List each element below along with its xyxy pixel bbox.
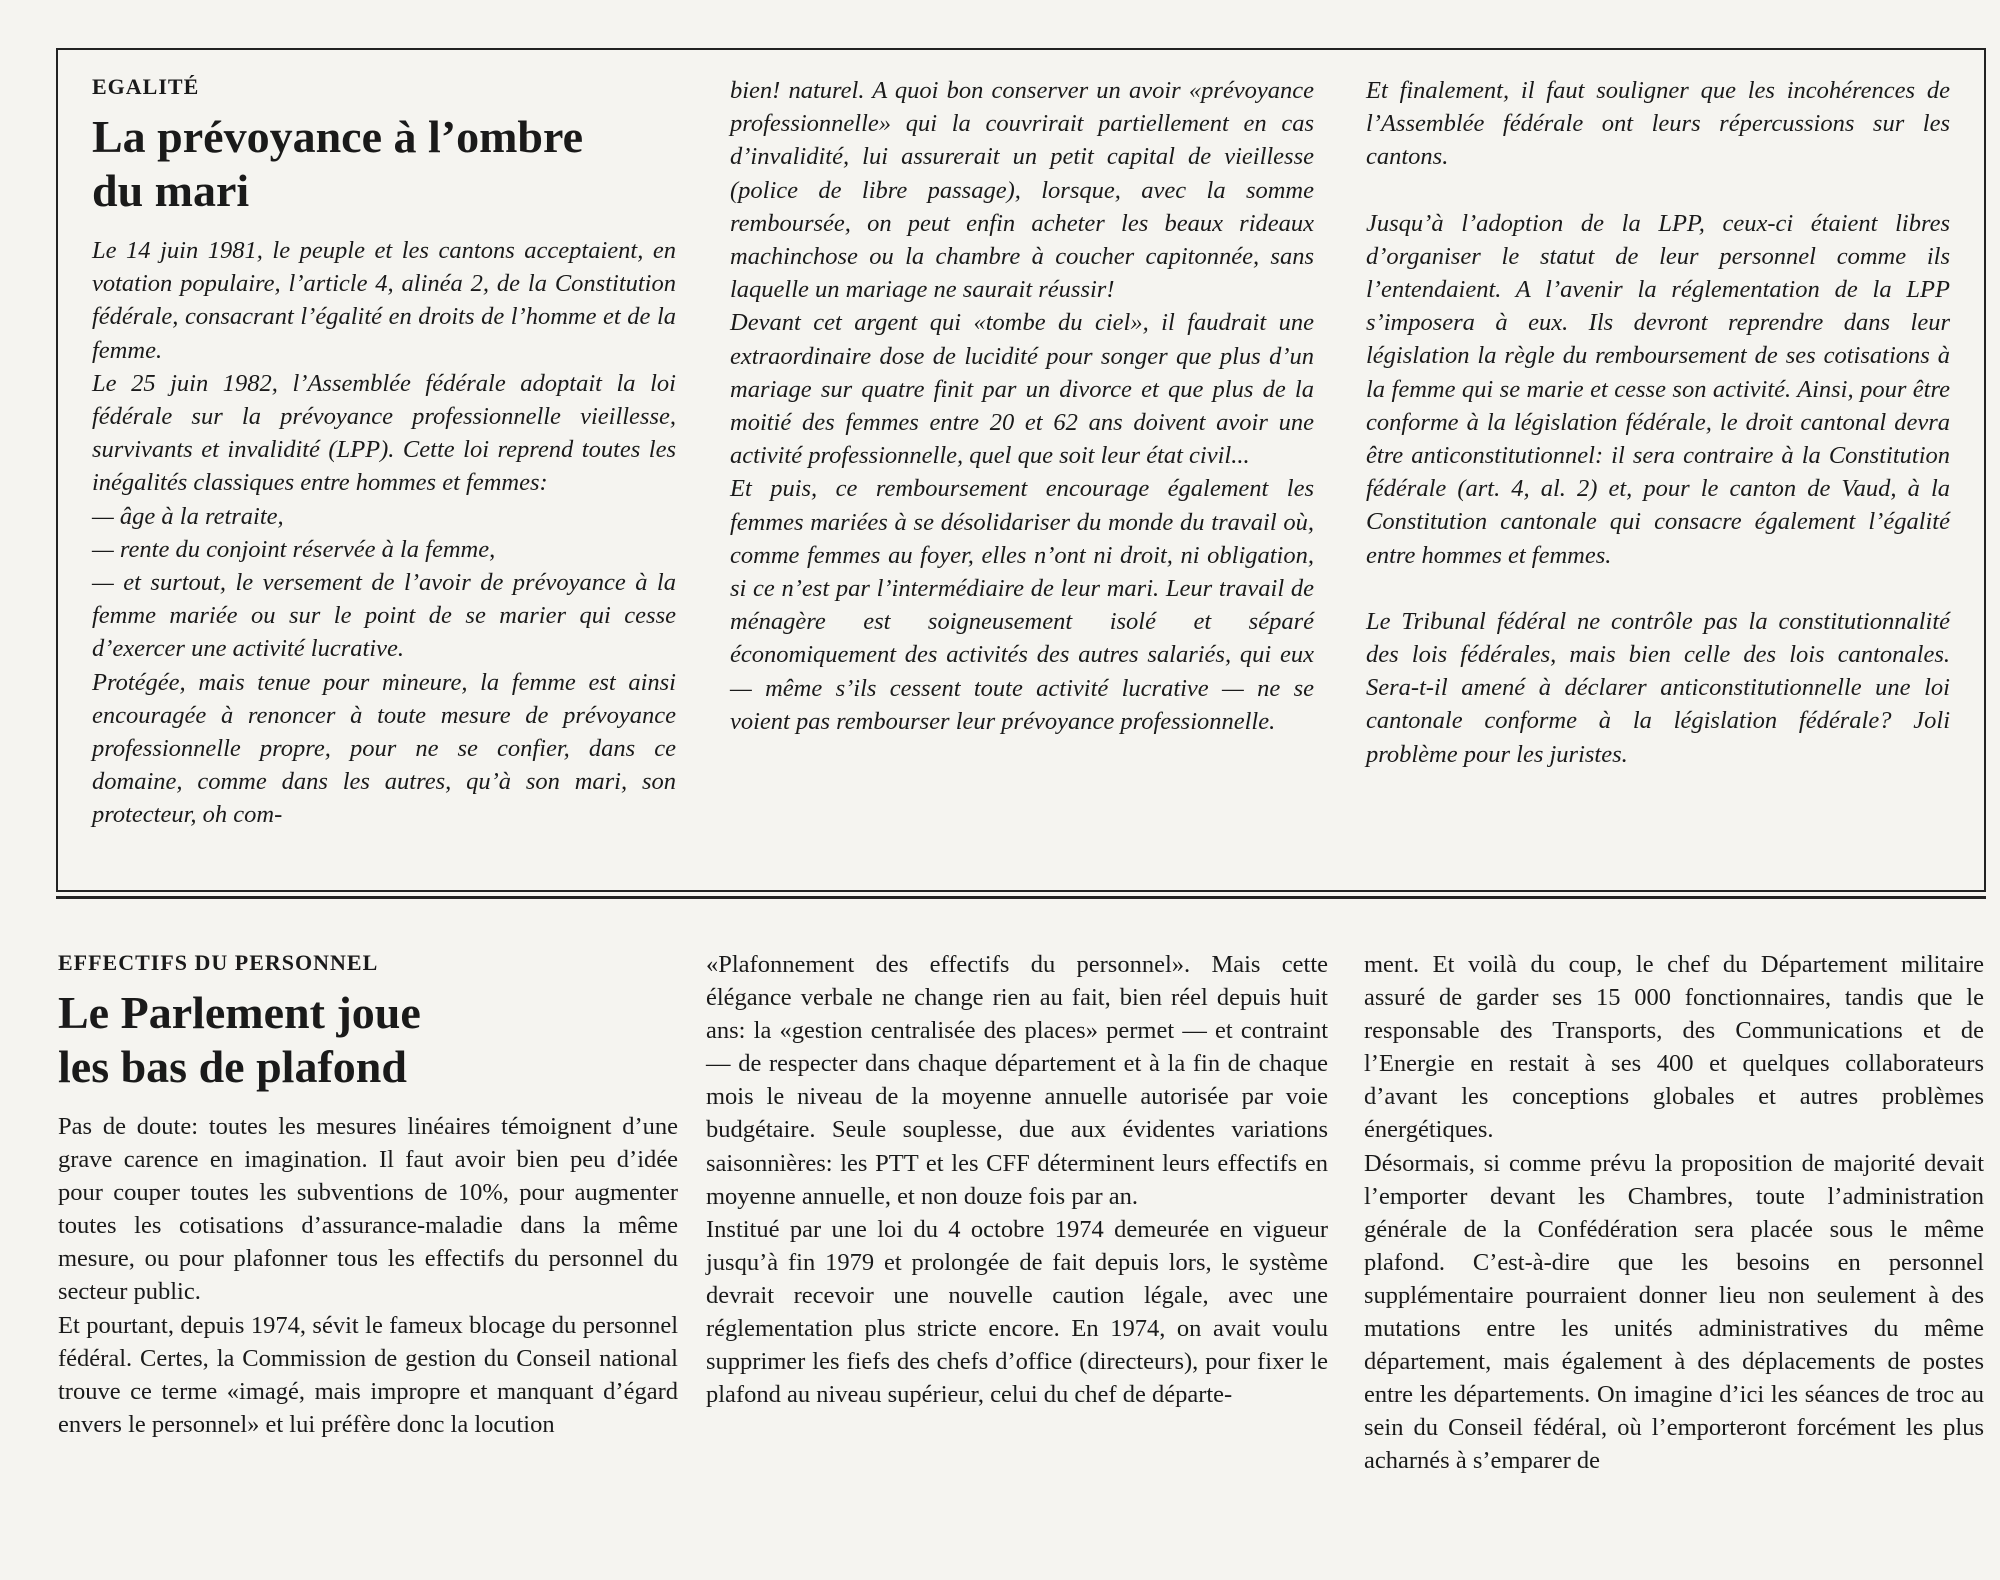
paragraph: Et finalement, il faut souligner que les incohérences de l’Assemblée fédérale ont leurs répercussions sur les cantons. (1366, 77, 1950, 171)
list-item: — rente du conjoint réservée à la femme, (92, 535, 496, 563)
bottom-col1-text (58, 1110, 678, 1441)
list-item: — et surtout, le versement de l’avoir de prévoyance à la femme mariée ou sur le point de se marier qui cesse d’exercer une activité lucrative. (92, 569, 676, 663)
bottom-article-col-2 (706, 948, 1328, 1411)
top-col2-text (730, 74, 1314, 738)
paragraph: «Plafonnement des effectifs du personnel». Mais cette élégance verbale ne change rien au fait, bien réel depuis huit ans: la «gestion centralisée des places» permet — et contraint — de respecter dans chaque département et à la fin de chaque mois le niveau de la moyenne annuelle autorisée par voie budgétaire. Seule souplesse, due aux évidentes variations saisonnières: les PTT et les CFF déterminent leurs effectifs en moyenne annuelle, et non douze fois par an. (706, 951, 1328, 1210)
bottom-headline: Le Parlement joue les bas de plafond (58, 987, 421, 1092)
top-col3-text (1366, 74, 1950, 771)
paragraph: Institué par une loi du 4 octobre 1974 demeurée en vigueur jusqu’à fin 1979 et prolongée de fait depuis lors, le système devrait recevoir une nouvelle caution légale, avec une réglementation plus stricte encore. En 1974, on avait voulu supprimer les fiefs des chefs d’office (directeurs), pour fixer le plafond au niveau supérieur, celui du chef de départe- (706, 1215, 1328, 1409)
bottom-col3-text (1364, 948, 1984, 1478)
paragraph: bien! naturel. A quoi bon conserver un avoir «prévoyance professionnelle» qui la couvrirait partiellement en cas d’invalidité, lui assurerait un petit capital de vieillesse (police de libre passage), lorsque, avec la somme remboursée, on peut enfin acheter les beaux rideaux machinchose ou la chambre à coucher capitonnée, sans laquelle un mariage ne saurait réussir! (730, 77, 1314, 304)
paragraph: ment. Et voilà du coup, le chef du Département militaire assuré de garder ses 15 000 fonctionnaires, tandis que le responsable des Transports, des Communications et de l’Energie en restait à ses 400 et quelques collaborateurs d’avant les conceptions globales et autres problèmes énergétiques. (1364, 951, 1984, 1144)
top-col1-text (92, 234, 676, 832)
paragraph: Le 25 juin 1982, l’Assemblée fédérale adoptait la loi fédérale sur la prévoyance professionnelle vieillesse, survivants et invalidité (LPP). Cette loi reprend toutes les inégalités classiques entre hommes et femmes: (92, 369, 676, 497)
top-headline: La prévoyance à l’ombre du mari (92, 111, 584, 216)
paragraph: Désormais, si comme prévu la proposition de majorité devait l’emporter devant les Chambres, toute l’administration générale de la Confédération sera placée sous le même plafond. C’est-à-dire que les besoins en personnel supplémentaire pourraient donner lieu non seulement à des mutations entre les unités administratives du même département, mais également à des déplacements de postes entre les départements. On imagine d’ici les séances de troc au sein du Conseil fédéral, où l’emporteront forcément les plus acharnés à s’emparer de (1364, 1149, 1984, 1475)
bottom-kicker: EFFECTIFS DU PERSONNEL (58, 950, 379, 975)
section-divider (56, 896, 1986, 899)
paragraph: Le Tribunal fédéral ne contrôle pas la constitutionnalité des lois fédérales, mais bien celle des lois cantonales. Sera-t-il amené à déclarer anticonstitutionnelle une loi cantonale conforme à la législation fédérale? Joli problème pour les juristes. (1366, 607, 1950, 768)
list-item: — âge à la retraite, (92, 502, 284, 530)
paragraph: Pas de doute: toutes les mesures linéaires témoignent d’une grave carence en imagination. Il faut avoir bien peu d’idée pour couper toutes les subventions de 10%, pour augmenter toutes les cotisations d’assurance-maladie dans la même mesure, ou pour plafonner tous les effectifs du personnel du secteur public. (58, 1113, 678, 1306)
paragraph: Et puis, ce remboursement encourage également les femmes mariées à se désolidariser du monde du travail où, comme femmes au foyer, elles n’ont ni droit, ni obligation, si ce n’est par l’intermédiaire de leur mari. Leur travail de ménagère est soigneusement isolé et séparé économiquement des activités des autres salariés, qui eux — même s’ils cessent toute activité lucrative — ne se voient pas rembourser leur prévoyance professionnelle. (730, 475, 1314, 735)
bottom-article-col-1 (58, 950, 678, 1441)
paragraph: Jusqu’à l’adoption de la LPP, ceux-ci étaient libres d’organiser le statut de leur personnel comme ils l’entendaient. A l’avenir la réglementation de la LPP s’imposera à eux. Ils devront reprendre dans leur législation la règle du remboursement de ses cotisations à la femme qui se marie et cesse son activité. Ainsi, pour être conforme à la législation fédérale, le droit cantonal devra être anticonstitutionnel: il sera contraire à la Constitution fédérale (art. 4, al. 2) et, pour le canton de Vaud, à la Constitution cantonale qui consacre également l’égalité entre hommes et femmes. (1366, 209, 1950, 569)
top-article-col-3 (1366, 74, 1950, 771)
paragraph: Le 14 juin 1981, le peuple et les cantons acceptaient, en votation populaire, l’article 4, alinéa 2, de la Constitution fédérale, consacrant l’égalité en droits de l’homme et de la femme. (92, 237, 676, 364)
top-article-col-1 (92, 74, 676, 832)
paragraph: Devant cet argent qui «tombe du ciel», il faudrait une extraordinaire dose de lucidité pour songer que plus d’un mariage sur quatre finit par un divorce et que plus de la moitié des femmes entre 20 et 62 ans doivent avoir une activité professionnelle, quel que soit leur état civil... (730, 309, 1314, 470)
paragraph: Et pourtant, depuis 1974, sévit le fameux blocage du personnel fédéral. Certes, la Commission de gestion du Conseil national trouve ce terme «imagé, mais impropre et manquant d’égard envers le personnel» et lui préfère donc la locution (58, 1311, 678, 1438)
top-article-col-2 (730, 74, 1314, 738)
bottom-article-col-3 (1364, 948, 1984, 1478)
paragraph: Protégée, mais tenue pour mineure, la femme est ainsi encouragée à renoncer à toute mesure de prévoyance professionnelle propre, pour ne se confier, dans ce domaine, comme dans les autres, qu’à son mari, son protecteur, oh com- (92, 668, 676, 829)
bottom-col2-text (706, 948, 1328, 1411)
top-kicker: EGALITÉ (92, 74, 200, 99)
